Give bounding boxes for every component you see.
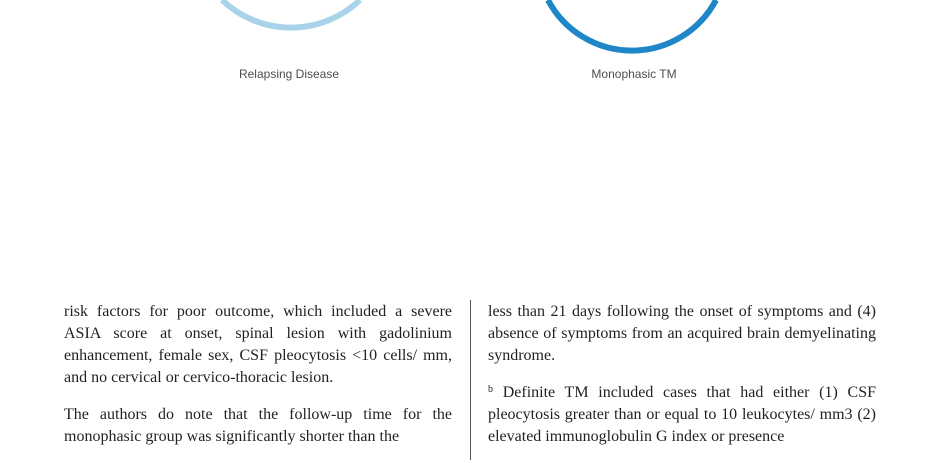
left-paragraph-1: risk factors for poor outcome, which included a severe ASIA score at onset, spinal lesion with gadolinium enhancement, female sex, CSF pleocytosis <10 cells/ mm, and no cervical or cervico-thoracic lesion. [64,303,452,386]
footnote-text: Definite TM included cases that had either (1) CSF pleocytosis greater than or equal to 10 leukocytes/ mm3 (2) elevated immunoglobulin G index or presence [488,384,876,445]
right-paragraph-1: less than 21 days following the onset of symptoms and (4) absence of symptoms from an acquired brain demyelinating syndrome. [488,303,876,364]
monophasic-tm-label: Monophasic TM [591,67,677,81]
footnote-marker: b [488,384,493,395]
relapsing-disease-ring [222,0,360,28]
relapsing-disease-label: Relapsing Disease [238,67,340,81]
left-column [64,301,452,463]
right-column [488,301,876,463]
left-paragraph-2: The authors do note that the follow-up time for the monophasic group was significantly shorter than the [64,406,452,445]
footnote-b [488,382,876,448]
monophasic-tm-ring [548,0,716,51]
column-divider [470,300,471,460]
